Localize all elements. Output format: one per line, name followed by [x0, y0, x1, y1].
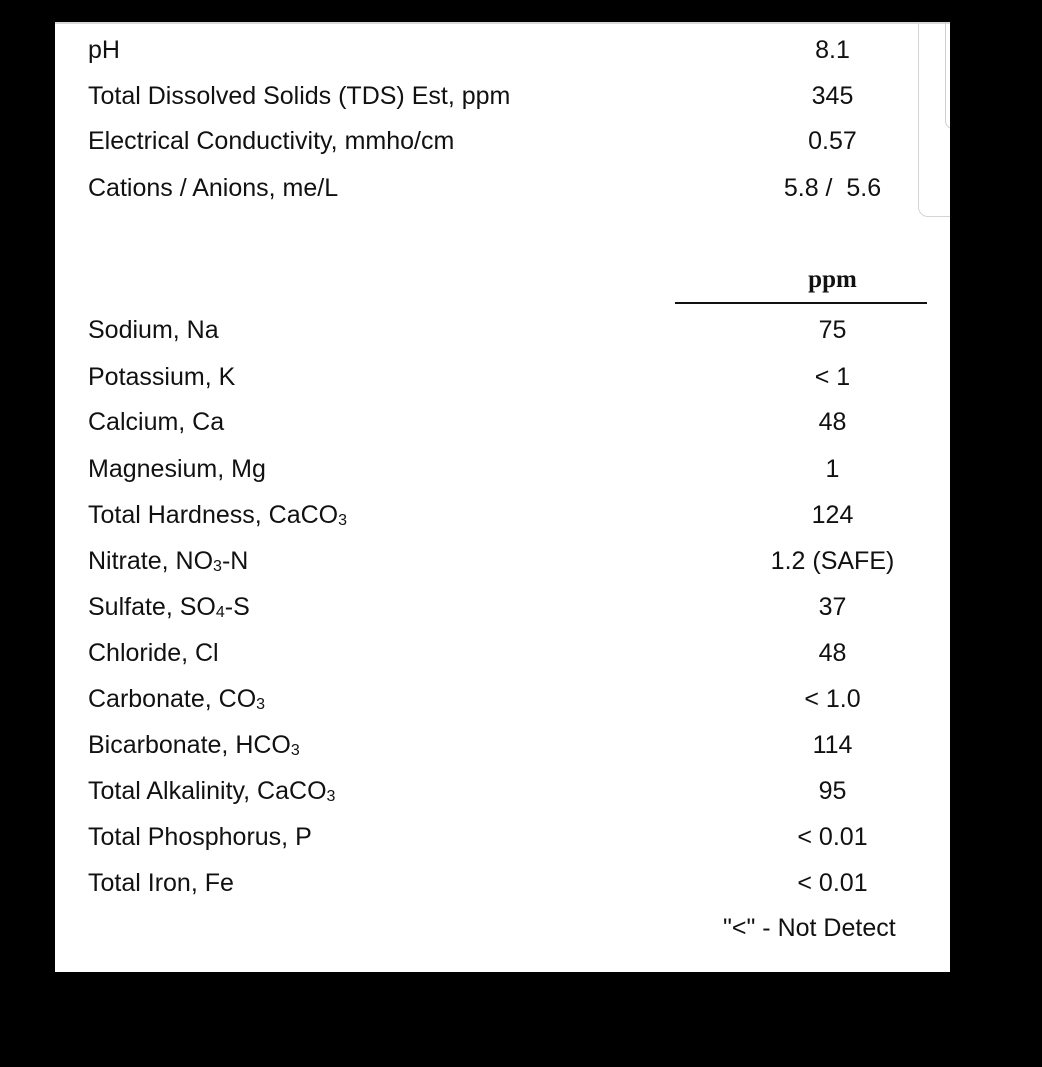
sheet-top-edge	[55, 22, 950, 24]
summary-row-ph	[55, 30, 950, 70]
row-label: Total Phosphorus, P	[88, 823, 312, 851]
row-label	[88, 541, 248, 587]
summary-row-cations-anions	[55, 168, 950, 208]
label-text: Total Hardness, CaCO	[88, 501, 339, 529]
row-label: Total Dissolved Solids (TDS) Est, ppm	[88, 82, 511, 110]
element-row-chloride	[55, 633, 950, 673]
element-row-sodium	[55, 310, 950, 350]
row-label: Electrical Conductivity, mmho/cm	[88, 127, 455, 155]
not-detected-footnote: "<" - Not Detect	[723, 914, 896, 942]
row-label: Total Iron, Fe	[88, 869, 234, 897]
label-subscript: 4	[215, 604, 225, 621]
element-row-bicarbonate	[55, 725, 950, 765]
row-value: 1.2 (SAFE)	[770, 547, 895, 575]
row-value: 5.8 / 5.6	[783, 174, 882, 202]
label-text: Sulfate, SO	[88, 593, 216, 621]
element-row-total-alkalinity	[55, 771, 950, 811]
row-label	[88, 587, 250, 633]
row-label	[88, 725, 300, 771]
row-label: Cations / Anions, me/L	[88, 174, 339, 202]
element-row-total-phosphorus	[55, 817, 950, 857]
row-value: < 0.01	[797, 823, 868, 851]
element-row-calcium	[55, 402, 950, 442]
element-row-magnesium	[55, 449, 950, 489]
label-text: Total Alkalinity, CaCO	[88, 777, 327, 805]
label-subscript: 3	[213, 558, 222, 575]
row-label: pH	[88, 36, 120, 64]
label-text: Carbonate, CO	[88, 685, 257, 713]
row-label	[88, 495, 347, 541]
row-value: 8.1	[815, 36, 850, 64]
row-label: Chloride, Cl	[88, 639, 219, 667]
row-value: 37	[818, 593, 847, 621]
element-row-nitrate	[55, 541, 950, 581]
row-value: < 1	[814, 363, 851, 391]
label-subscript: 3	[326, 788, 336, 805]
element-row-potassium	[55, 357, 950, 397]
row-value: < 1.0	[804, 685, 861, 713]
summary-row-conductivity	[55, 121, 950, 161]
row-value: 95	[818, 777, 847, 805]
row-value: 1	[825, 455, 840, 483]
row-value: 48	[818, 639, 847, 667]
row-value: 48	[818, 408, 847, 436]
row-value: 75	[818, 316, 847, 344]
row-value: < 0.01	[797, 869, 868, 897]
unit-header: ppm	[808, 266, 857, 293]
row-label: Magnesium, Mg	[88, 455, 266, 483]
label-subscript: 3	[338, 512, 348, 529]
row-label: Calcium, Ca	[88, 408, 225, 436]
row-label: Potassium, K	[88, 363, 236, 391]
row-label: Sodium, Na	[88, 316, 219, 344]
row-value: 345	[811, 82, 854, 110]
row-label	[88, 679, 265, 725]
label-subscript: 3	[290, 742, 300, 759]
summary-row-tds	[55, 76, 950, 116]
label-suffix: -S	[224, 593, 250, 621]
row-value: 0.57	[808, 127, 857, 155]
label-text: Nitrate, NO	[88, 547, 214, 575]
row-value: 124	[811, 501, 854, 529]
element-row-carbonate	[55, 679, 950, 719]
row-value: 114	[812, 731, 853, 759]
row-label	[88, 771, 335, 817]
label-text: Bicarbonate, HCO	[88, 731, 291, 759]
element-row-total-hardness	[55, 495, 950, 535]
element-row-sulfate	[55, 587, 950, 627]
report-sheet	[55, 22, 950, 972]
label-suffix: -N	[221, 547, 249, 575]
label-subscript: 3	[256, 696, 266, 713]
unit-header-rule	[675, 302, 927, 304]
element-row-total-iron	[55, 863, 950, 903]
